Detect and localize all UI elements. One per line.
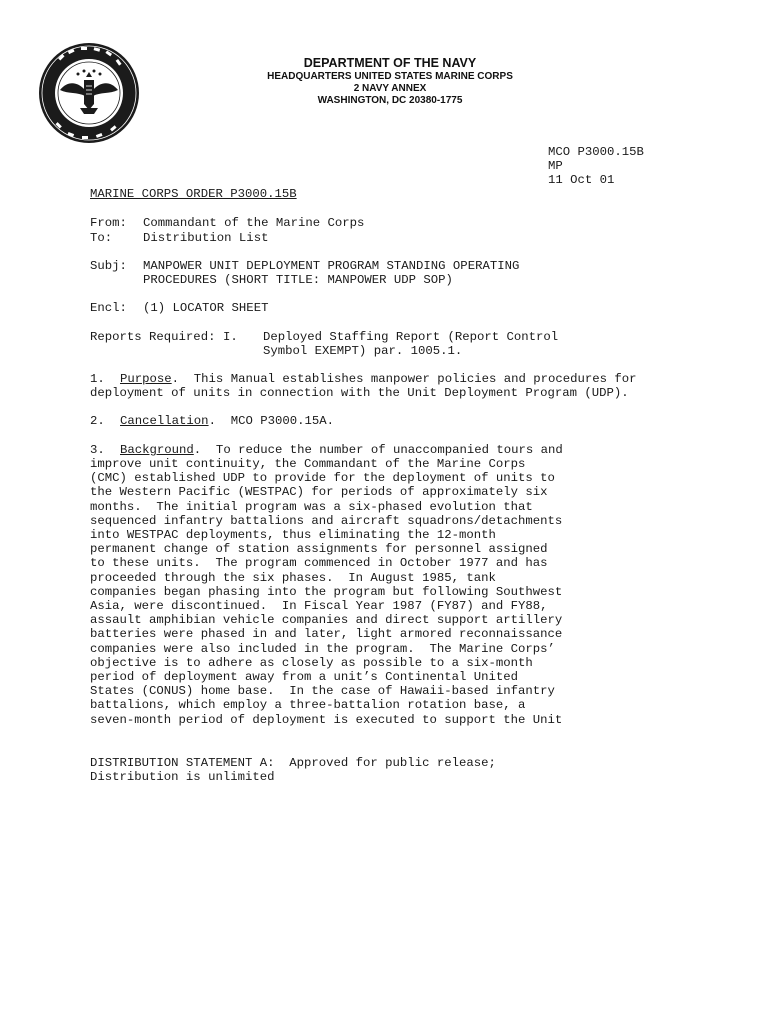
reports-text-1: Deployed Staffing Report (Report Control bbox=[263, 330, 559, 344]
order-date: 11 Oct 01 bbox=[548, 173, 615, 188]
background-text-first: . To reduce the number of unaccompanied tours and bbox=[193, 443, 563, 457]
purpose-heading: Purpose bbox=[120, 372, 172, 386]
enclosure-label: Encl: bbox=[90, 301, 127, 315]
enclosure-line bbox=[90, 301, 268, 315]
background-line: improve unit continuity, the Commandant of the Marine Corps bbox=[90, 457, 526, 471]
background-line: States (CONUS) home base. In the case of Hawaii-based infantry bbox=[90, 684, 555, 699]
to-value: Distribution List bbox=[143, 231, 269, 245]
background-heading: Background bbox=[120, 443, 194, 457]
paragraph-purpose-line-1 bbox=[90, 372, 637, 386]
from-value: Commandant of the Marine Corps bbox=[143, 216, 365, 230]
subject-text-2: PROCEDURES (SHORT TITLE: MANPOWER UDP SOP) bbox=[143, 273, 453, 287]
paragraph-purpose-line-2: deployment of units in connection with the Unit Deployment Program (UDP). bbox=[90, 386, 629, 400]
paragraph-number: 3. bbox=[90, 443, 105, 457]
subject-line-1 bbox=[90, 259, 519, 273]
background-line: proceeded through the six phases. In August 1985, tank bbox=[90, 570, 496, 585]
cancellation-heading: Cancellation bbox=[120, 414, 209, 428]
subject-line-2 bbox=[90, 273, 453, 287]
purpose-text-1: . This Manual establishes manpower policies and procedures for bbox=[171, 372, 637, 386]
reports-required-line-2: Symbol EXEMPT) par. 1005.1. bbox=[263, 344, 463, 358]
order-title: MARINE CORPS ORDER P3000.15B bbox=[90, 187, 297, 201]
subject-text-1: MANPOWER UNIT DEPLOYMENT PROGRAM STANDING OPERATING bbox=[143, 259, 520, 273]
background-line: sequenced infantry battalions and aircraft squadrons/detachments bbox=[90, 513, 563, 528]
letterhead-address: 2 NAVY ANNEX bbox=[353, 83, 427, 94]
subject-label: Subj: bbox=[90, 259, 127, 273]
background-line: period of deployment away from a unit’s Continental United bbox=[90, 670, 519, 684]
letterhead-department: DEPARTMENT OF THE NAVY bbox=[303, 56, 477, 70]
background-line: objective is to adhere as closely as possible to a six-month bbox=[90, 655, 533, 670]
letterhead-headquarters: HEADQUARTERS UNITED STATES MARINE CORPS bbox=[267, 71, 513, 82]
letterhead-city: WASHINGTON, DC 20380-1775 bbox=[317, 95, 463, 106]
background-line: companies began phasing into the program but following Southwest bbox=[90, 584, 563, 599]
distribution-statement-line-1: DISTRIBUTION STATEMENT A: Approved for public release; bbox=[90, 756, 496, 770]
from-line bbox=[90, 216, 364, 230]
cancellation-text: . MCO P3000.15A. bbox=[208, 414, 335, 428]
reports-number: I. bbox=[223, 330, 238, 344]
order-number: MCO P3000.15B bbox=[548, 145, 644, 159]
reports-required-line-1 bbox=[90, 330, 558, 344]
enclosure-value: (1) LOCATOR SHEET bbox=[143, 301, 269, 315]
background-line: permanent change of station assignments for personnel assigned bbox=[90, 542, 548, 557]
background-line: assault amphibian vehicle companies and direct support artillery bbox=[90, 613, 563, 628]
paragraph-number: 2. bbox=[90, 414, 105, 428]
background-line: (CMC) established UDP to provide for the deployment of units to bbox=[90, 471, 555, 486]
office-code: MP bbox=[548, 159, 563, 174]
paragraph-number: 1. bbox=[90, 372, 105, 386]
ssic-block bbox=[548, 145, 644, 188]
department-of-defense-seal bbox=[38, 42, 140, 144]
background-line: into WESTPAC deployments, thus eliminating the 12-month bbox=[90, 528, 496, 542]
background-line: seven-month period of deployment is executed to support the Unit bbox=[90, 712, 563, 727]
from-label: From: bbox=[90, 216, 127, 230]
paragraph-background-line-1 bbox=[90, 443, 563, 457]
reports-label: Reports Required: bbox=[90, 330, 216, 344]
to-line bbox=[90, 231, 268, 245]
background-line: to these units. The program commenced in October 1977 and has bbox=[90, 556, 548, 571]
background-line: the Western Pacific (WESTPAC) for periods of approximately six bbox=[90, 485, 548, 500]
background-line: battalions, which employ a three-battalion rotation base, a bbox=[90, 698, 526, 713]
background-line: Asia, were discontinued. In Fiscal Year 1987 (FY87) and FY88, bbox=[90, 599, 548, 613]
paragraph-cancellation bbox=[90, 414, 334, 428]
to-label: To: bbox=[90, 231, 113, 245]
background-line: batteries were phased in and later, light armored reconnaissance bbox=[90, 627, 563, 642]
background-line: companies were also included in the program. The Marine Corps’ bbox=[90, 641, 555, 656]
distribution-statement-line-2: Distribution is unlimited bbox=[90, 770, 275, 784]
background-line: months. The initial program was a six-phased evolution that bbox=[90, 499, 533, 514]
